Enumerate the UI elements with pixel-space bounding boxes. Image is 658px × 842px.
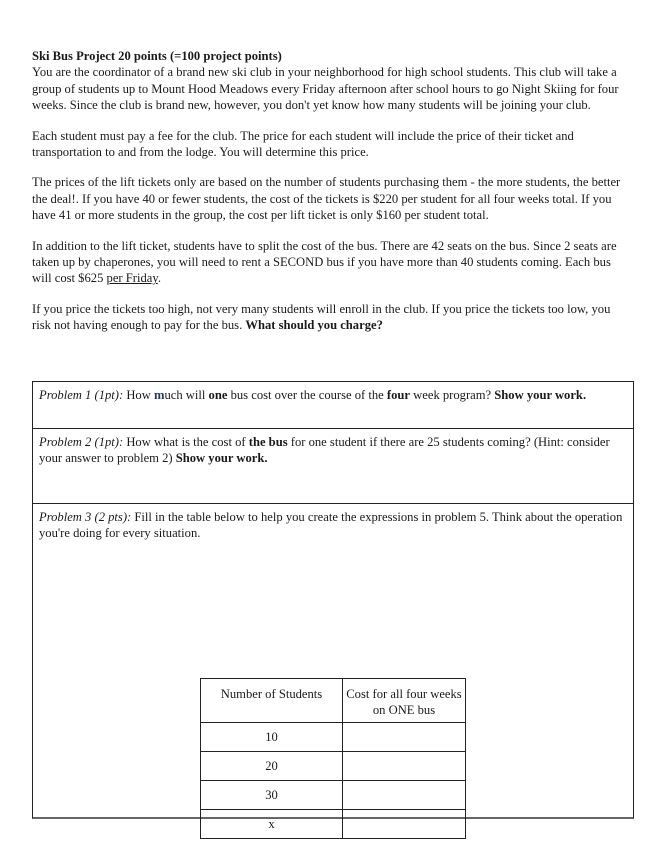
table-row <box>201 752 466 781</box>
cost-cell[interactable] <box>343 810 466 839</box>
problem-1[interactable] <box>33 382 633 429</box>
problem-1-text: How <box>123 388 154 402</box>
pricing-question: What should you charge? <box>245 318 383 333</box>
problem-1-text: bus cost over the course of the <box>227 388 387 402</box>
header-number-of-students: Number of Students <box>201 679 343 723</box>
problem-2-show-work: Show your work. <box>175 451 268 466</box>
problem-2-text: for one student if there are 25 students coming? (Hint: consider your answer to problem 2) <box>39 435 610 466</box>
table-row <box>201 781 466 810</box>
problem-2-text: How what is the cost of <box>123 435 249 449</box>
document-page <box>32 48 632 348</box>
header-cost-one-bus: Cost for all four weeks on ONE bus <box>343 679 466 723</box>
students-cell: x <box>201 810 343 839</box>
problem-1-text: week program? <box>410 388 495 402</box>
problem-2[interactable] <box>33 429 633 504</box>
pricing-text: If you price the tickets too high, not very many students will enroll in the club. If you price the tickets too low, you risk not having enough to pay for the bus. <box>32 301 611 333</box>
cost-cell[interactable] <box>343 723 466 752</box>
problem-2-bold: the bus <box>248 435 288 449</box>
students-cost-table <box>200 678 466 839</box>
fee-paragraph: Each student must pay a fee for the club. The price for each student will include the price of their ticket and transportation to and from the lodge. You will determine this price. <box>32 128 574 160</box>
problem-3-text: Fill in the table below to help you create the expressions in problem 5. Think about the operation you're doing for every situation. <box>39 510 623 541</box>
problem-1-show-work: Show your work. <box>494 388 587 402</box>
problem-1-label: Problem 1 (1pt): <box>39 388 124 402</box>
intro-paragraph: You are the coordinator of a brand new ski club in your neighborhood for high school students. This club will take a group of students up to Mount Hood Meadows every Friday afternoon after school hours to go Night Skiing for four weeks. Since the club is brand new, however, you don't yet know how many students will be joining your club. <box>32 65 619 113</box>
problem-1-bold: four <box>386 388 411 402</box>
problem-1-bold: one <box>208 388 228 402</box>
bus-text: In addition to the lift ticket, students have to split the cost of the bus. There are 42 seats on the bus. Since 2 seats are taken up by chaperones, you will need to rent a SECOND bus if you have more than 40 students coming. Each bus will cost $625 <box>32 238 617 286</box>
per-friday-underline: per Friday <box>106 271 158 286</box>
students-cost-table-wrap <box>200 678 466 839</box>
problem-1-text: uch will <box>164 388 209 402</box>
cost-cell[interactable] <box>343 752 466 781</box>
table-row <box>201 810 466 839</box>
pricing-paragraph <box>32 301 632 334</box>
document-title: Ski Bus Project 20 points (=100 project points) <box>32 49 282 63</box>
students-cell: 30 <box>201 781 343 810</box>
problem-1-text: m <box>153 388 165 402</box>
cost-cell[interactable] <box>343 781 466 810</box>
problem-3 <box>33 504 633 831</box>
problem-2-label: Problem 2 (1pt): <box>39 435 124 449</box>
students-cell: 10 <box>201 723 343 752</box>
problem-3-label: Problem 3 (2 pts): <box>39 510 132 524</box>
table-header-row <box>201 679 466 723</box>
bus-text-end: . <box>157 271 161 286</box>
problems-box <box>32 381 634 831</box>
bus-paragraph <box>32 238 632 287</box>
table-row <box>201 723 466 752</box>
tickets-paragraph: The prices of the lift tickets only are based on the number of students purchasing them - the more students, the better the deal!. If you have 40 or fewer students, the cost of the tickets is $220 per student for all four weeks total. If you have 41 or more students in the group, the cost per lift ticket is only $160 per student total. <box>32 175 621 223</box>
students-cell: 20 <box>201 752 343 781</box>
